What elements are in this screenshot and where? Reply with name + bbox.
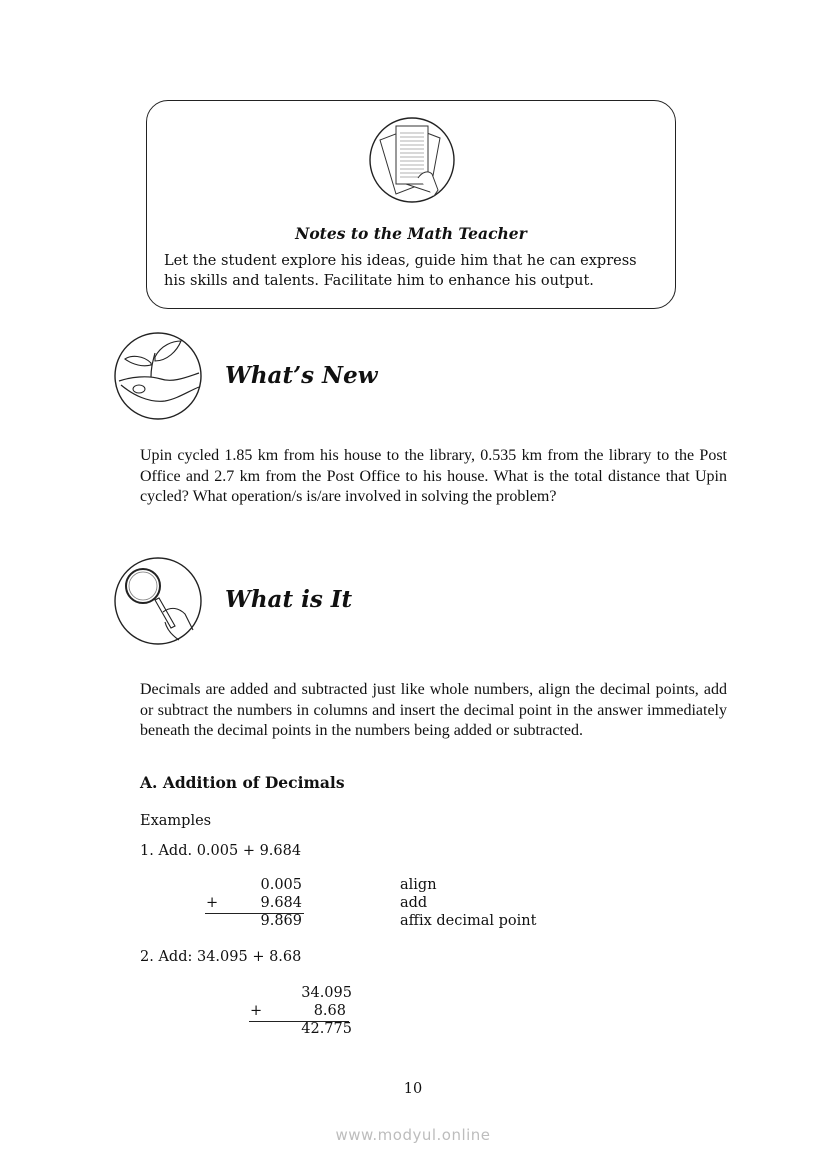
example-1-addend-2: 9.684 <box>260 895 302 911</box>
papers-in-hand-icon <box>368 116 456 204</box>
plus-operator: + <box>250 1003 263 1019</box>
example-2-sum: 42.775 <box>301 1021 352 1037</box>
magnifying-glass-in-hand-icon <box>113 556 203 646</box>
example-2-addend-2: 8.68 <box>313 1003 346 1019</box>
notes-body <box>164 251 664 291</box>
example-1-sum: 9.869 <box>260 913 302 929</box>
step-affix-decimal: affix decimal point <box>400 913 537 929</box>
page-number: 10 <box>403 1081 423 1097</box>
what-is-it-title: What is It <box>225 586 353 613</box>
hand-with-seedling-icon <box>113 331 203 421</box>
what-is-it-paragraph: Decimals are added and subtracted just like whole numbers, align the decimal points, add or subtract the numbers in columns and insert the decimal point in the answer immediately beneath the decimal points in the numbers being added or subtracted. <box>140 681 727 739</box>
notes-title: Notes to the Math Teacher <box>295 224 527 243</box>
example-1-label: 1. Add. 0.005 + 9.684 <box>140 843 302 859</box>
whats-new-paragraph: Upin cycled 1.85 km from his house to the library, 0.535 km from the library to the Post Office and 2.7 km from the Post Office to his house. What is the total distance that Upin cycled? What operation/s is/are involved in solving the problem? <box>140 447 727 505</box>
example-2-addend-1: 34.095 <box>301 985 352 1001</box>
plus-operator: + <box>206 895 219 911</box>
example-2-label: 2. Add: 34.095 + 8.68 <box>140 949 302 965</box>
step-add: add <box>400 895 428 911</box>
step-align: align <box>400 877 437 893</box>
watermark: www.modyul.online <box>335 1126 491 1144</box>
whats-new-title: What’s New <box>225 362 378 389</box>
notes-body-line: his skills and talents. Facilitate him to enhance his output. <box>164 273 594 289</box>
examples-label: Examples <box>140 813 212 829</box>
example-1-addend-1: 0.005 <box>260 877 302 893</box>
section-a-heading: A. Addition of Decimals <box>140 773 345 792</box>
notes-body-line: Let the student explore his ideas, guide him that he can express <box>164 253 637 269</box>
